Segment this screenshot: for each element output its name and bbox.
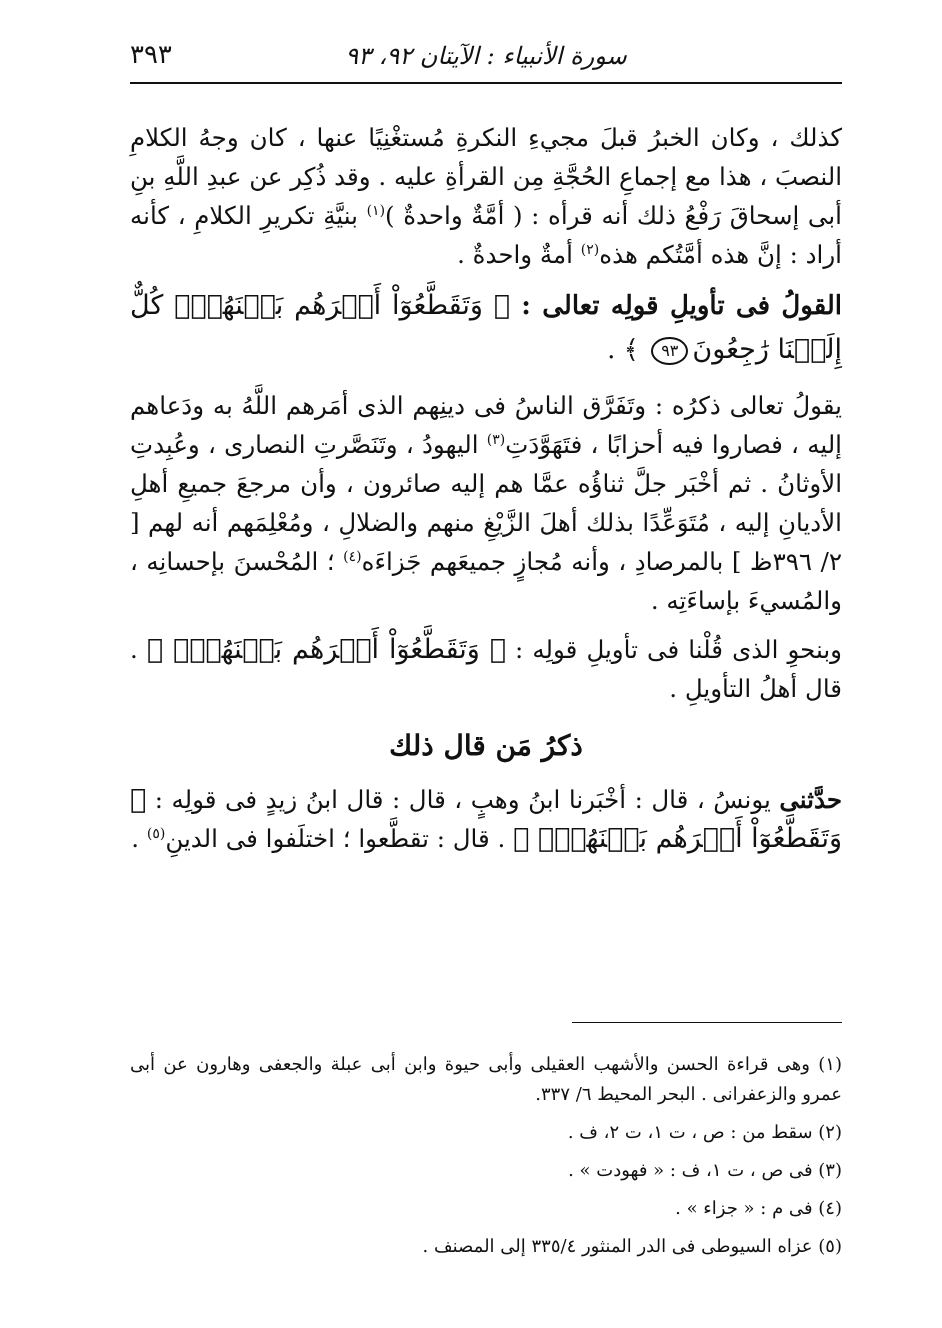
running-title: سورة الأنبياء : الآيتان ٩٢، ٩٣ [345,42,627,70]
footnotes [130,1050,842,1270]
text-run: بنيَّةِ تكريرِ الكلامِ ، كأنه أراد : إنَّ هذه أمَّتُكم هذه [130,201,842,269]
page-number: ٣٩٣ [130,40,172,70]
footnote-ref-2: (٢) [580,241,600,258]
text-run: ؛ المُحْسنَ بإحسانِه ، والمُسيءَ بإساءَتِه . [130,547,842,615]
paragraph-4 [130,780,842,858]
footnote-1: (١) وهى قراءة الحسن والأشهب العقيلى وأبى حيوة وابن أبى عبلة والجعفى وهارون عن أبى عمرو والزعفرانى . البحر المحيط ٦/ ٣٣٧. [130,1054,842,1105]
main-text [130,118,842,868]
footnote-5: (٥) عزاه السيوطى فى الدر المنثور ٣٣٥/٤ إلى المصنف . [422,1236,842,1257]
text-run: يقولُ تعالى ذكرُه : وتَفَرَّق الناسُ فى دينِهم الذى أمَرهم اللَّهُ به ودَعاهم إليه ، فصاروا فيه أحزابًا ، فتَهَوَّدَتِ [130,391,842,459]
text-run: اليهودُ ، وتَنَصَّرتِ النصارى ، وعُبِدتِ الأوثانُ . ثم أخْبَر جلَّ ثناؤُه عمَّا هم إليه صائرون ، وأن مرجعَ جميعِ أهلِ الأديانِ إليه ، مُتَوَعِّدًا بذلك أهلَ الزَّيْغِ منهم والضلالِ ، ومُعْلِمَهم أنه لهم [ ٢/ ٣٩٦ظ ] بالمرصادِ ، وأنه مُجازٍ جميعَهم جَزاءَه [130,430,842,576]
section-heading: ذكرُ مَن قال ذلك [389,729,583,762]
quran-verse: ﴿ وَتَقَطَّعُوٓاْ أَمۡرَهُم بَيۡنَهُمۡۖ ﴾ [130,784,842,854]
text-run: . [131,824,147,853]
paragraph-1 [130,118,842,274]
page-header [130,40,842,84]
footnote-ref-1: (١) [366,202,386,219]
text-run: يونسُ ، قال : أخْبَرنا ابنُ وهبٍ ، قال : قال ابنُ زيدٍ فى قولِه : [146,785,780,814]
text-run: وبنحوِ الذى قُلْنا فى تأويلِ قولِه : [505,635,842,664]
footnote-ref-4: (٤) [343,548,362,565]
footnote-4: (٤) فى م : « جزاء » . [675,1198,842,1219]
text-run: . قال : تقطَّعوا ؛ اختلَفوا فى الدينِ [165,824,514,853]
footnote-3: (٣) فى ص ، ت ١، ف : « فهودت » . [568,1160,842,1181]
footnote-ref-5: (٥) [146,825,166,842]
text-run: كذلك ، وكان الخبرُ قبلَ مجيءِ النكرةِ مُستغْنِيًا عنها ، كان وجهُ الكلامِ النصبَ ، هذا مع إجماعِ الحُجَّةِ مِن القرأةِ عليه . وقد ذُكِر عن عبدِ اللَّهِ بنِ أبى إسحاقَ رَفْعُ ذلك أنه قرأه : ( أمَّةٌ واحدةٌ ) [130,123,842,230]
narration-lead: حدَّثنى [779,785,842,814]
text-run: . قال أهلُ التأويلِ . [130,635,842,703]
verse-heading-intro: القولُ فى تأويلِ قولِه تعالى : [509,291,842,321]
verse-heading [130,284,842,372]
quran-verse: ﴿ وَتَقَطَّعُوٓاْ أَمۡرَهُم بَيۡنَهُمۡۖ كُلٌّ إِلَيۡنَا رَٰجِعُونَ [130,290,842,365]
text-run: أمةٌ واحدةٌ . [457,240,581,269]
ayah-number-badge: ٩٣ [651,337,688,365]
verse-close: ﴾ . [607,335,648,365]
footnote-ref-3: (٣) [486,431,506,448]
footnote-divider [572,1022,842,1023]
paragraph-2 [130,386,842,620]
footnote-2: (٢) سقط من : ص ، ت ١، ت ٢، ف . [567,1122,842,1143]
quran-verse: ﴿ وَتَقَطَّعُوٓاْ أَمۡرَهُم بَيۡنَهُمۡۖ ﴾ [146,634,506,665]
paragraph-3 [130,630,842,708]
